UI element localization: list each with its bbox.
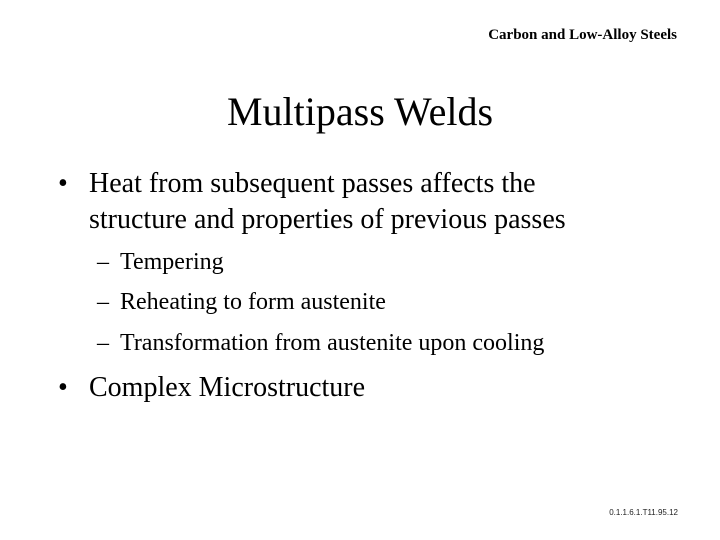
bullet-text-line-2: structure and properties of previous passes xyxy=(89,204,566,235)
bullet-marker: • xyxy=(58,372,68,403)
bullet-marker: • xyxy=(58,168,68,199)
sub-item-text: Reheating to form austenite xyxy=(120,289,386,315)
slide-title: Multipass Welds xyxy=(226,89,494,134)
course-title-header: Carbon and Low-Alloy Steels xyxy=(488,27,677,43)
sub-bullet-marker: – xyxy=(97,330,109,356)
slide-code-footer: 0.1.1.6.1.T11.95.12 xyxy=(609,508,678,517)
sub-bullet-marker: – xyxy=(97,249,109,275)
bullet-text: Complex Microstructure xyxy=(89,372,366,403)
bullet-text-line-1: Heat from subsequent passes affects the xyxy=(89,168,536,199)
sub-item-text: Tempering xyxy=(120,249,224,275)
sub-item-text: Transformation from austenite upon cooling xyxy=(120,330,545,356)
sub-bullet-marker: – xyxy=(97,289,109,315)
